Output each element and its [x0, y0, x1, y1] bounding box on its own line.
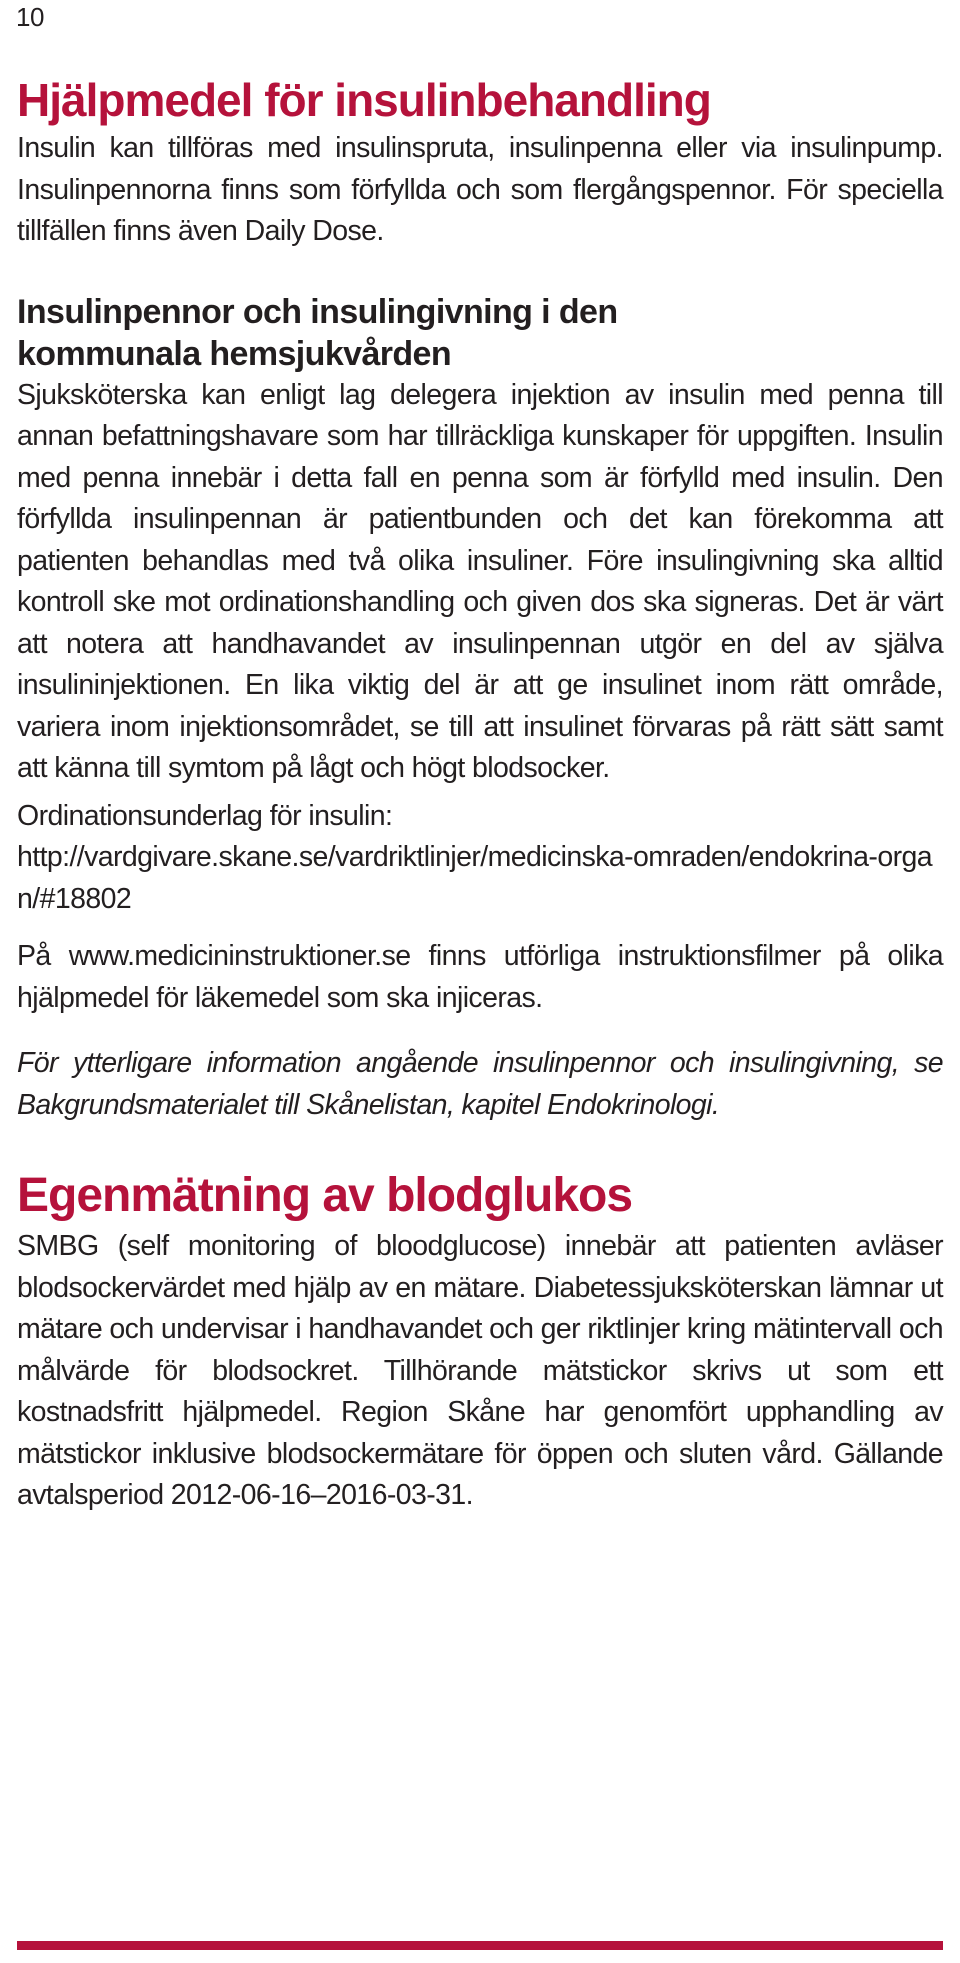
- ordination-link[interactable]: http://vardgivare.skane.se/vardriktlinjer/medicinska-omraden/endokrina-organ/#18802: [17, 841, 932, 915]
- ordination-label: Ordinationsunderlag för insulin:: [17, 799, 393, 832]
- subsection-body-paragraph: Sjuksköterska kan enligt lag delegera injektion av insulin med penna till annan befattningshavare som har tillräckliga kunskaper för uppgiften. Insulin med penna innebär i detta fall en penna som är förfylld med insulin. Den förfyllda insulinpennan är patientbunden och det kan förekomma att patienten behandlas med två olika insuliner. Före insulingivning ska alltid kontroll ske mot ordinationshandling och given dos ska signeras. Det är värt att notera att handhavandet av insulinpennan utgör en del av själva insulininjektionen. En lika viktig del är att ge insulinet inom rätt område, variera inom injektionsområdet, se till att insulinet förvaras på rätt sätt samt att känna till symtom på lågt och högt blodsocker.: [17, 378, 943, 784]
- page-number: 10: [16, 2, 44, 32]
- subsection-title-home-care: Insulinpennor och insulingivning i den kommunala hemsjukvården: [17, 292, 618, 373]
- section-intro-paragraph: Insulin kan tillföras med insulinspruta, insulinpenna eller via insulinpump. Insulinpennorna finns som förfyllda och som flergångspennor. För speciella tillfällen finns även Daily Dose.: [17, 132, 943, 247]
- more-info-paragraph: För ytterligare information angående insulinpennor och insulingivning, se Bakgrundsmaterialet till Skånelistan, kapitel Endokrinologi.: [17, 1047, 943, 1121]
- page-content: [17, 74, 943, 1517]
- self-monitoring-paragraph: SMBG (self monitoring of bloodglucose) innebär att patienten avläser blodsockervärdet med hjälp av en mätare. Diabetessjuksköterskan lämnar ut mätare och undervisar i handhavandet och ger riktlinjer kring mätintervall och målvärde för blodsockret. Tillhörande mätstickor skrivs ut som ett kostnadsfritt hjälpmedel. Region Skåne har genomfört upphandling av mätstickor inklusive blodsockermätare för öppen och sluten vård. Gällande avtalsperiod 2012-06-16–2016-03-31.: [17, 1230, 943, 1511]
- section-title-self-monitoring: Egenmätning av blodglukos: [17, 1169, 633, 1222]
- instructions-paragraph: På www.medicininstruktioner.se finns utförliga instruktionsfilmer på olika hjälpmedel för läkemedel som ska injiceras.: [17, 940, 943, 1014]
- section-title-insulin-aids: Hjälpmedel för insulinbehandling: [17, 74, 711, 126]
- bottom-divider-rule: [17, 1941, 943, 1950]
